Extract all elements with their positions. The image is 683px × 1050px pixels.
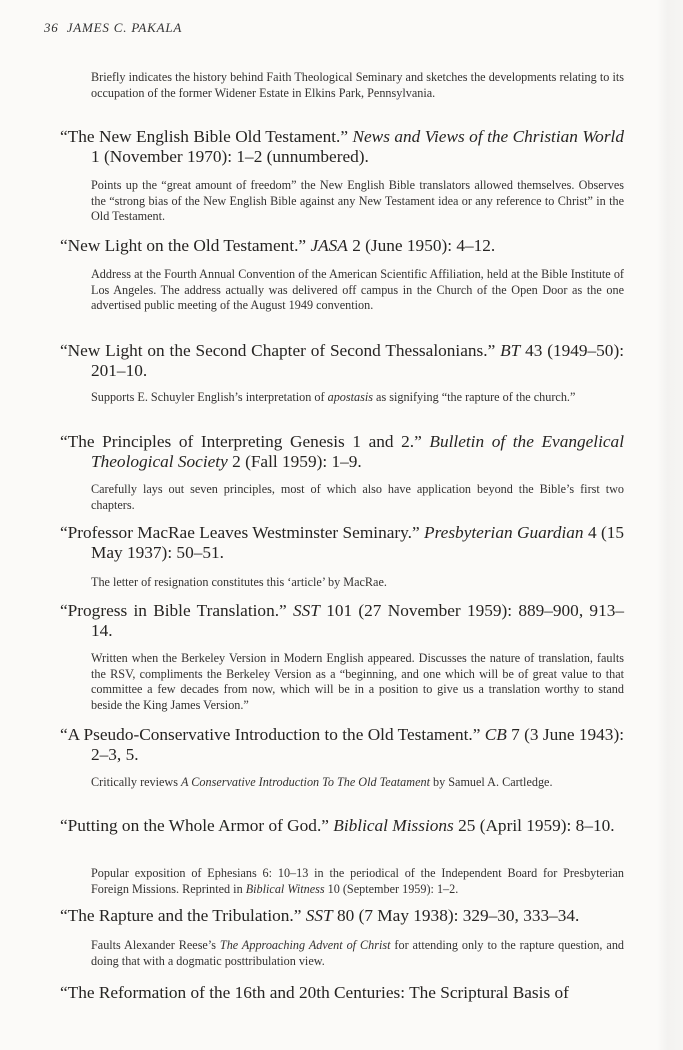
text-run: 2 (Fall 1959): 1–9. (227, 452, 362, 471)
text-run: “A Pseudo-Conservative Introduction to the Old Testament.” (60, 725, 485, 744)
text-run: by Samuel A. Cartledge. (429, 775, 553, 789)
text-run: “Professor MacRae Leaves Westminster Seminary.” (60, 523, 425, 542)
text-run: as signifying “the rapture of the church.” (373, 390, 576, 404)
text-run: 2 (June 1950): 4–12. (347, 236, 496, 255)
text-run: “Putting on the Whole Armor of God.” (60, 816, 334, 835)
italic-title-text: SST (305, 906, 333, 925)
text-run: 10 (September 1959): 1–2. (324, 881, 459, 896)
text-run: Written when the Berkeley Version in Modern English appeared. Discusses the nature of translation, faults the RSV, compliments the Berkeley Version as a “beginning, and one which will be of great value to that committee a few decades from now, which will be in a position to give us a translation worthy to stand beside the King James Version.” (91, 651, 624, 712)
italic-title-text: Bulletin of the Evangelical Theological Society (91, 432, 624, 471)
annotation (91, 575, 624, 591)
text-run: “New Light on the Old Testament.” (60, 236, 311, 255)
text-run: Address at the Fourth Annual Convention of the American Scientific Affiliation, held at the Bible Institute of Los Angeles. The address actually was delivered off campus in the Church of the Open Door as the one advertised public meeting of the August 1949 convention. (91, 267, 624, 312)
text-run: “The Rapture and the Tribulation.” (60, 906, 306, 925)
text-run: The letter of resignation constitutes this ‘article’ by MacRae. (91, 575, 387, 589)
text-run: Briefly indicates the history behind Faith Theological Seminary and sketches the developments relating to its occupation of the former Widener Estate in Elkins Park, Pennsylvania. (91, 70, 624, 100)
text-run: 80 (7 May 1938): 329–30, 333–34. (332, 906, 580, 925)
italic-title-text: A Conservative Introduction To The Old Teatament (181, 775, 430, 789)
annotation (91, 775, 624, 791)
italic-title-text: News and Views of the Christian World (352, 127, 624, 146)
citation (60, 906, 624, 926)
italic-title-text: apostasis (327, 390, 373, 404)
italic-title-text: The Approaching Advent of Christ (219, 938, 391, 952)
italic-title-text: Presbyterian Guardian (424, 523, 584, 542)
citation (60, 523, 624, 563)
running-head (44, 20, 182, 36)
italic-title-text: JASA (310, 236, 348, 255)
page-number: 36 (44, 20, 59, 35)
text-run: 1 (November 1970): 1–2 (unnumbered). (91, 147, 369, 166)
annotation (91, 70, 624, 101)
text-run: 4 (15 May 1937): 50–51. (91, 523, 624, 562)
text-run: Carefully lays out seven principles, most of which also have application beyond the Bible’s first two chapters. (91, 482, 624, 512)
italic-title-text: SST (293, 601, 320, 620)
annotation (91, 178, 624, 225)
text-run: Faults Alexander Reese’s (91, 938, 220, 952)
text-run: Popular exposition of Ephesians 6: 10–13 in the periodical of the Independent Board for Presbyterian Foreign Missions. Reprinted in (91, 866, 624, 896)
text-run: 7 (3 June 1943): 2–3, 5. (91, 725, 625, 764)
citation (60, 601, 624, 641)
italic-title-text: BT (500, 341, 521, 360)
italic-title-text: Biblical Witness (245, 881, 325, 896)
citation (60, 432, 624, 472)
annotation (91, 866, 624, 897)
page-edge-shadow (657, 0, 683, 1050)
italic-title-text: CB (484, 725, 507, 744)
annotation (91, 482, 624, 513)
citation (60, 983, 624, 1003)
text-run: 43 (1949–50): 201–10. (91, 341, 624, 380)
text-run: “The Principles of Interpreting Genesis 1 and 2.” (60, 432, 430, 451)
citation (60, 725, 624, 765)
text-run: Points up the “great amount of freedom” the New English Bible translators allowed themselves. Observes the “strong bias of the New English Bible against any New Testament idea or any reference to Christ” in the Old Testament. (91, 178, 624, 223)
italic-title-text: Biblical Missions (333, 816, 454, 835)
citation (60, 816, 624, 836)
text-run: Supports E. Schuyler English’s interpretation of (91, 390, 328, 404)
annotation (91, 651, 624, 713)
annotation (91, 938, 624, 969)
text-run: “Progress in Bible Translation.” (60, 601, 293, 620)
running-head-author: JAMES C. PAKALA (66, 20, 183, 35)
text-run: 25 (April 1959): 8–10. (453, 816, 615, 835)
text-run: 101 (27 November 1959): 889–900, 913–14. (91, 601, 624, 640)
text-run: “New Light on the Second Chapter of Second Thessalonians.” (60, 341, 501, 360)
citation (60, 236, 624, 256)
text-run: for attending only to the rapture question, and doing that with a dogmatic posttribulation view. (91, 938, 625, 968)
citation (60, 341, 624, 381)
text-run: “The Reformation of the 16th and 20th Centuries: The Scriptural Basis of (60, 983, 569, 1002)
annotation (91, 390, 624, 406)
citation (60, 127, 624, 167)
text-run: Critically reviews (91, 775, 182, 789)
text-run: “The New English Bible Old Testament.” (60, 127, 353, 146)
annotation (91, 267, 624, 314)
